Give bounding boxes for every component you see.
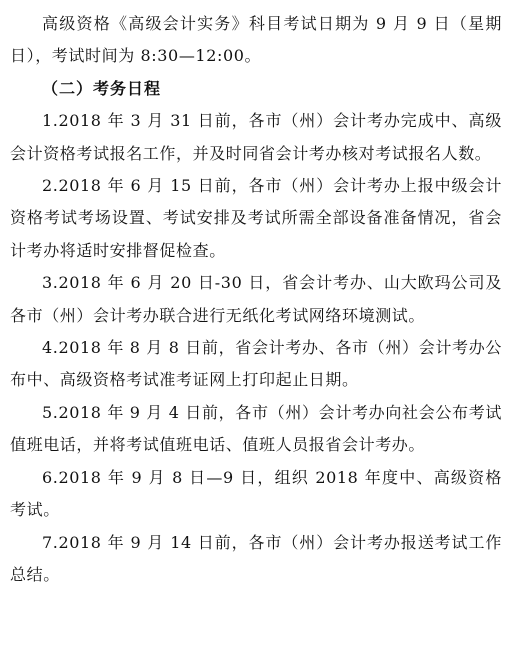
intro-paragraph: 高级资格《高级会计实务》科目考试日期为 9 月 9 日（星期日），考试时间为 8:30—12:00。 (10, 14, 502, 66)
schedule-item-4: 4.2018 年 8 月 8 日前，省会计考办、各市（州）会计考办公布中、高级资格考试准考证网上打印起止日期。 (10, 338, 502, 390)
schedule-item-3: 3.2018 年 6 月 20 日-30 日，省会计考办、山大欧玛公司及各市（州）会计考办联合进行无纸化考试网络环境测试。 (10, 273, 502, 325)
schedule-item-6: 6.2018 年 9 月 8 日—9 日，组织 2018 年度中、高级资格考试。 (10, 467, 502, 520)
schedule-item-1: 1.2018 年 3 月 31 日前，各市（州）会计考办完成中、高级会计资格考试报名工作，并及时同省会计考办核对考试报名人数。 (10, 111, 502, 163)
schedule-item-2: 2.2018 年 6 月 15 日前，各市（州）会计考办上报中级会计资格考试考场设置、考试安排及考试所需全部设备准备情况，省会计考办将适时安排督促检查。 (10, 176, 502, 260)
section-heading: （二）考务日程 (42, 78, 162, 98)
schedule-item-5: 5.2018 年 9 月 4 日前，各市（州）会计考办向社会公布考试值班电话，并将考试值班电话、值班人员报省会计考办。 (10, 402, 502, 455)
schedule-item-7: 7.2018 年 9 月 14 日前，各市（州）会计考办报送考试工作总结。 (10, 532, 502, 584)
